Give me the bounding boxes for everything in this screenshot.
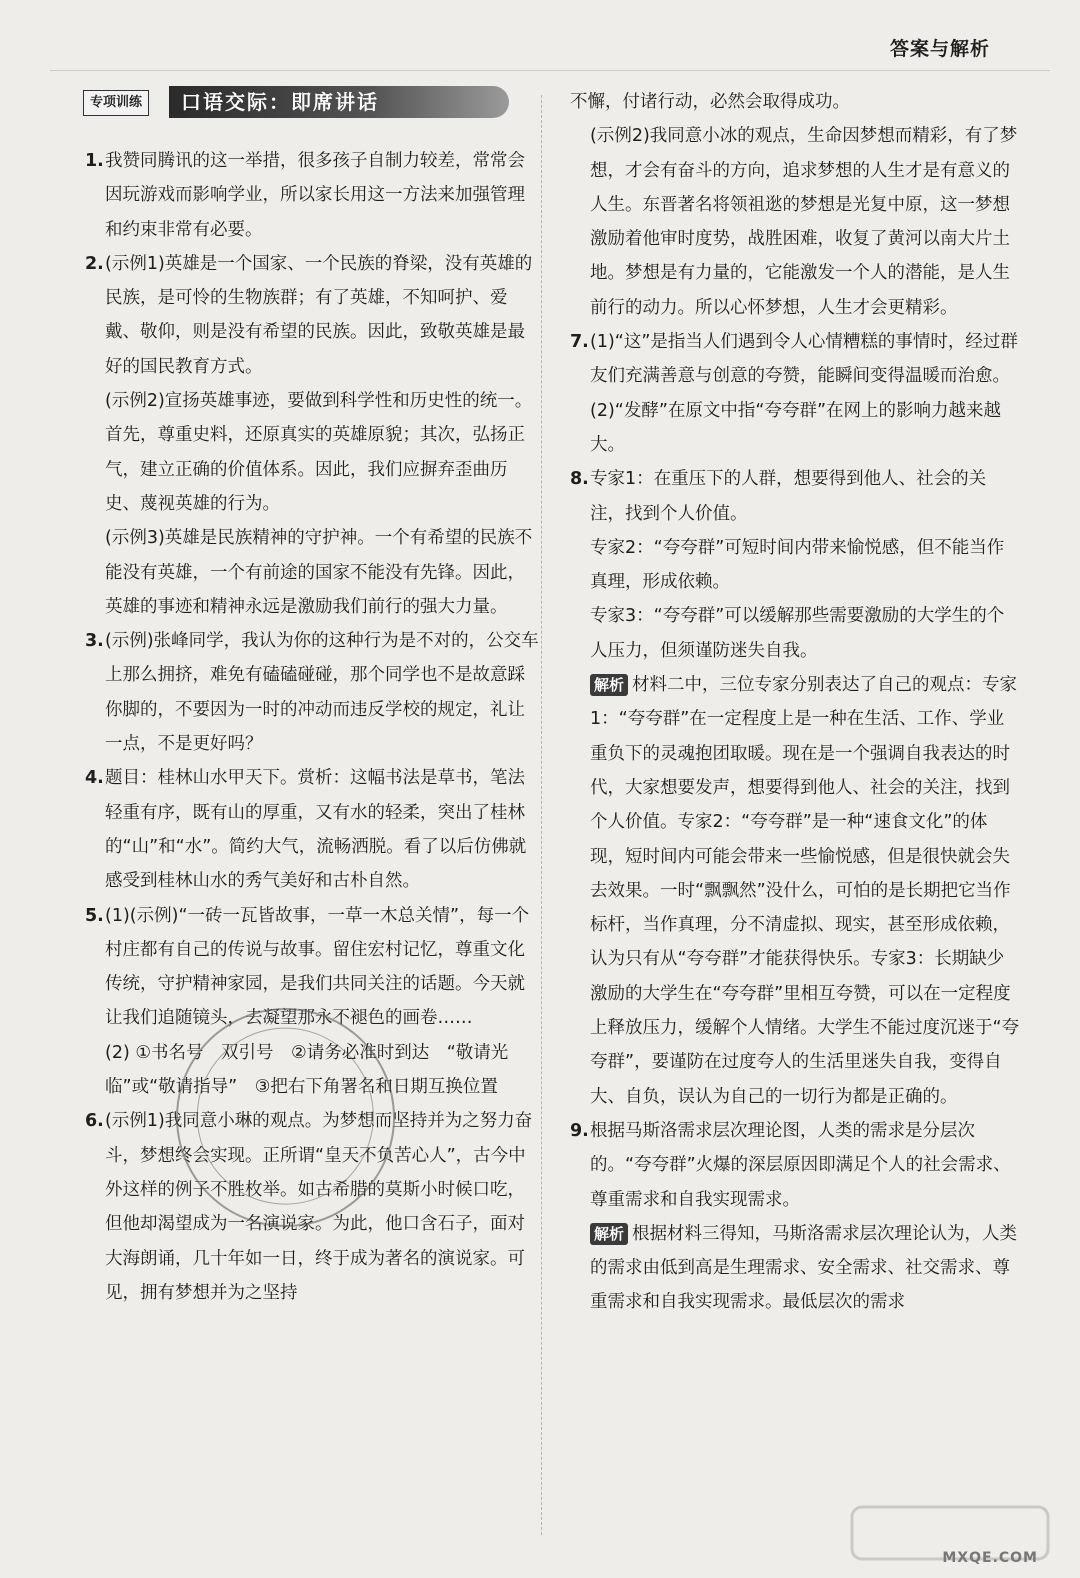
- answer-item-2: [85, 247, 540, 624]
- analysis-block: [570, 1217, 1020, 1320]
- answer-item-3: [85, 624, 540, 761]
- item-number: 7.: [570, 332, 589, 353]
- analysis-block: [570, 668, 1020, 1114]
- item-number: 5.: [85, 905, 104, 926]
- header-divider: [50, 70, 1050, 71]
- answer-text: 专家1：在重压下的人群，想要得到他人、社会的关注，找到个人价值。: [590, 469, 987, 524]
- answer-text: (示例2)宣扬英雄事迹，要做到科学性和历史性的统一。首先，尊重史料，还原真实的英雄原貌；其次，弘扬正气，建立正确的价值体系。因此，我们应摒弃歪曲历史、蔑视英雄的行为。: [105, 391, 533, 514]
- analysis-text: 材料二中，三位专家分别表达了自己的观点：专家1：“夸夸群”在一定程度上是一种在生活、工作、学业重负下的灵魂抱团取暖。现在是一个强调自我表达的时代，大家想要发声，想要得到他人、社会的关注，找到个人价值。专家2：“夸夸群”是一种“速食文化”的体现，短时间内可能会带来一些愉悦感，但是很快就会失去效果。一时“飘飘然”没什么，可怕的是长期把它当作标杆，当作真理，分不清虚拟、现实，甚至形成依赖，认为只有从“夸夸群”才能获得快乐。专家3：长期缺少激励的大学生在“夸夸群”里相互夸赞，可以在一定程度上释放压力，缓解个人情绪。大学生不能过度沉迷于“夸夸群”，要谨防在过度夸人的生活里迷失自我，变得自大、自负，误认为自己的一切行为都是正确的。: [590, 675, 1020, 1107]
- section-banner: [83, 80, 523, 122]
- answer-item-9: [570, 1114, 1020, 1217]
- answer-text: (1)“这”是指当人们遇到令人心情糟糕的事情时，经过群友们充满善意与创意的夸赞，能瞬间变得温暖而治愈。: [590, 332, 1018, 387]
- item-number: 1.: [85, 151, 104, 171]
- answer-text: (2) ①书名号 双引号 ②请务必准时到达 “敬请光临”或“敬请指导” ③把右下角署名和日期互换位置: [105, 1042, 509, 1098]
- item-number: 4.: [85, 768, 104, 789]
- answer-text: 专家2：“夸夸群”可短时间内带来愉悦感，但不能当作真理，形成依赖。: [590, 537, 1005, 593]
- analysis-text: 根据材料三得知，马斯洛需求层次理论认为，人类的需求由低到高是生理需求、安全需求、社交需求、尊重需求和自我实现需求。最低层次的需求: [590, 1223, 1018, 1313]
- answer-text: (2)“发酵”在原文中指“夸夸群”在网上的影响力越来越大。: [590, 400, 1002, 455]
- answer-item-4: [85, 761, 540, 898]
- item-number: 3.: [85, 631, 104, 652]
- analysis-badge: 解析: [590, 674, 628, 696]
- column-divider: [541, 95, 542, 1535]
- answer-text: (示例3)英雄是民族精神的守护神。一个有希望的民族不能没有英雄，一个有前途的国家不能没有先锋。因此，英雄的事迹和精神永远是激励我们前行的强大力量。: [105, 528, 533, 617]
- answer-item-8: [570, 462, 1020, 668]
- site-watermark-text: MXQE.COM: [942, 1550, 1038, 1566]
- continued-text: 不懈，付诸行动，必然会取得成功。: [570, 92, 850, 112]
- answer-text: (示例)张峰同学，我认为你的这种行为是不对的，公交车上那么拥挤，难免有磕磕碰碰，那个同学也不是故意踩你脚的，不要因为一时的冲动而违反学校的规定，礼让一点，不是更好吗？: [105, 631, 539, 755]
- answer-text: (示例2)我同意小冰的观点，生命因梦想而精彩，有了梦想，才会有奋斗的方向，追求梦想的人生才是有意义的人生。东晋著名将领祖逖的梦想是光复中原，这一梦想激励着他审时度势，战胜困难，收复了黄河以南大片土地。梦想是有力量的，它能激发一个人的潜能，是人生前行的动力。所以心怀梦想，人生才会更精彩。: [590, 126, 1018, 318]
- answer-item-7: [570, 325, 1020, 462]
- item-number: 2.: [85, 253, 104, 274]
- answer-text: (示例1)我同意小琳的观点。为梦想而坚持并为之努力奋斗，梦想终会实现。正所谓“皇天不负苦心人”，古今中外这样的例子不胜枚举。如古希腊的莫斯小时候口吃，但他却渴望成为一名演说家。为此，他口含石子，面对大海朗诵，几十年如一日，终于成为著名的演说家。可见，拥有梦想并为之坚持: [105, 1111, 533, 1303]
- answer-text: (示例1)英雄是一个国家、一个民族的脊梁，没有英雄的民族，是可怜的生物族群；有了英雄，不知呵护、爱戴、敬仰，则是没有希望的民族。因此，致敬英雄是最好的国民教育方式。: [105, 253, 533, 377]
- answer-text: 专家3：“夸夸群”可以缓解那些需要激励的大学生的个人压力，但须谨防迷失自我。: [590, 606, 1005, 661]
- item-number: 8.: [570, 469, 589, 490]
- answer-text: 题目：桂林山水甲天下。赏析：这幅书法是草书，笔法轻重有序，既有山的厚重，又有水的轻柔，突出了桂林的“山”和“水”。简约大气，流畅洒脱。看了以后仿佛就感受到桂林山水的秀气美好和古朴自然。: [105, 768, 527, 892]
- right-column: [570, 85, 1020, 1320]
- item-number: 9.: [570, 1120, 589, 1141]
- section-title: 口语交际：即席讲话: [181, 90, 379, 114]
- answer-item-1: [85, 144, 540, 247]
- analysis-badge: 解析: [590, 1223, 628, 1245]
- answer-text: 我赞同腾讯的这一举措，很多孩子自制力较差，常常会因玩游戏而影响学业，所以家长用这一方法来加强管理和约束非常有必要。: [105, 151, 525, 240]
- section-tag: 专项训练: [83, 90, 149, 116]
- item-number: 6.: [85, 1111, 104, 1132]
- answer-text: 根据马斯洛需求层次理论图，人类的需求是分层次的。“夸夸群”火爆的深层原因即满足个人的社会需求、尊重需求和自我实现需求。: [590, 1120, 1011, 1210]
- answer-text: (1)(示例)“一砖一瓦皆故事，一草一木总关情”，每一个村庄都有自己的传说与故事。留住宏村记忆，尊重文化传统，守护精神家园，是我们共同关注的话题。今天就让我们追随镜头，去凝望那永不褪色的画卷……: [105, 905, 530, 1029]
- page-header-title: 答案与解析: [889, 38, 990, 60]
